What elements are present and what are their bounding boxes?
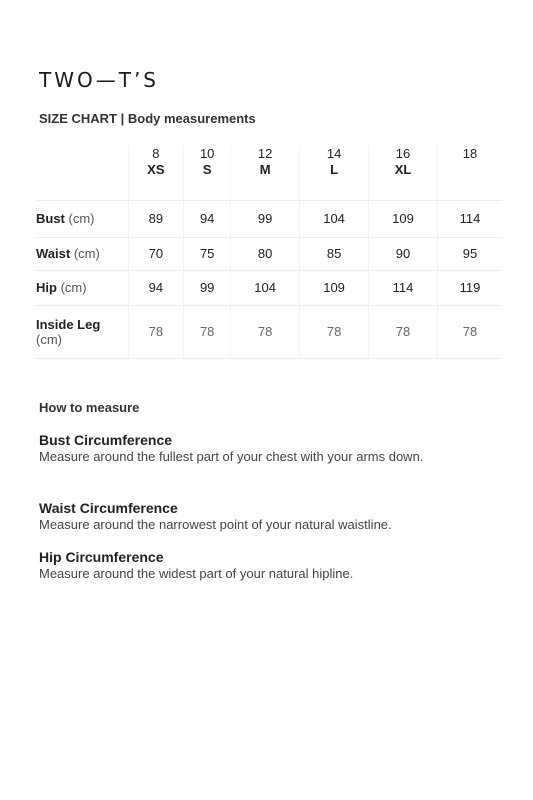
size-col-header: [437, 146, 502, 200]
size-code: XL: [394, 162, 412, 177]
size-col-header: [369, 146, 438, 200]
row-label: [36, 237, 128, 270]
table-cell: 80: [231, 237, 300, 270]
waist-instruction: [39, 500, 479, 533]
size-number: 18: [462, 146, 478, 161]
size-number: 8: [152, 146, 160, 161]
table-cell: 109: [300, 270, 369, 305]
table-cell: 104: [300, 200, 369, 237]
hip-instruction: [39, 549, 479, 582]
table-cell: 114: [437, 200, 502, 237]
size-number: 14: [326, 146, 342, 161]
size-chart-table: [36, 146, 502, 359]
table-cell: 104: [231, 270, 300, 305]
instruction-heading: Waist Circumference: [39, 500, 178, 516]
row-label-unit: (cm): [36, 331, 62, 347]
table-cell: 75: [184, 237, 231, 270]
row-label: [36, 270, 128, 305]
brand-logo: TWO—T’S: [39, 68, 160, 92]
table-row-waist: [36, 237, 502, 270]
size-code: M: [259, 162, 271, 177]
size-col-header: [184, 146, 231, 200]
size-chart-title: SIZE CHART | Body measurements: [39, 111, 256, 126]
row-label: [36, 305, 128, 358]
instruction-text: Measure around the narrowest point of your natural waistline.: [39, 517, 392, 532]
how-to-measure-title: How to measure: [39, 400, 140, 415]
table-cell: 78: [128, 305, 184, 358]
table-cell: 114: [369, 270, 438, 305]
table-cell: 78: [184, 305, 231, 358]
table-cell: 94: [128, 270, 184, 305]
size-number: 12: [257, 146, 273, 161]
row-label-name: Waist: [36, 246, 71, 261]
row-label-unit: (cm): [73, 246, 100, 261]
table-cell: 78: [437, 305, 502, 358]
row-label-unit: (cm): [60, 280, 87, 295]
table-cell: 78: [369, 305, 438, 358]
table-cell: 90: [369, 237, 438, 270]
table-cell: 89: [128, 200, 184, 237]
instruction-heading: Hip Circumference: [39, 549, 164, 565]
table-cell: 94: [184, 200, 231, 237]
table-cell: 78: [300, 305, 369, 358]
table-row-bust: [36, 200, 502, 237]
row-label-name: Hip: [36, 280, 57, 295]
row-label-unit: (cm): [68, 211, 95, 226]
table-cell: 70: [128, 237, 184, 270]
size-code: XS: [147, 162, 165, 177]
row-label-name: Bust: [36, 211, 65, 226]
table-cell: 95: [437, 237, 502, 270]
size-code: L: [330, 162, 339, 177]
table-cell: 109: [369, 200, 438, 237]
size-col-header: [128, 146, 184, 200]
table-row-inside-leg: [36, 305, 502, 358]
size-col-header: [231, 146, 300, 200]
table-cell: 78: [231, 305, 300, 358]
instruction-text: Measure around the widest part of your natural hipline.: [39, 566, 354, 581]
row-label: [36, 200, 128, 237]
size-number: 10: [199, 146, 215, 161]
bust-instruction: [39, 432, 479, 465]
table-cell: 85: [300, 237, 369, 270]
instruction-heading: Bust Circumference: [39, 432, 173, 448]
row-label-name: Inside Leg: [36, 316, 101, 332]
table-cell: 119: [437, 270, 502, 305]
table-cell: 99: [184, 270, 231, 305]
size-header-row: [36, 146, 502, 200]
size-col-header: [300, 146, 369, 200]
table-cell: 99: [231, 200, 300, 237]
instruction-text: Measure around the fullest part of your chest with your arms down.: [39, 449, 424, 464]
size-code: S: [202, 162, 212, 177]
header-empty-cell: [36, 146, 128, 200]
size-number: 16: [395, 146, 411, 161]
table-row-hip: [36, 270, 502, 305]
